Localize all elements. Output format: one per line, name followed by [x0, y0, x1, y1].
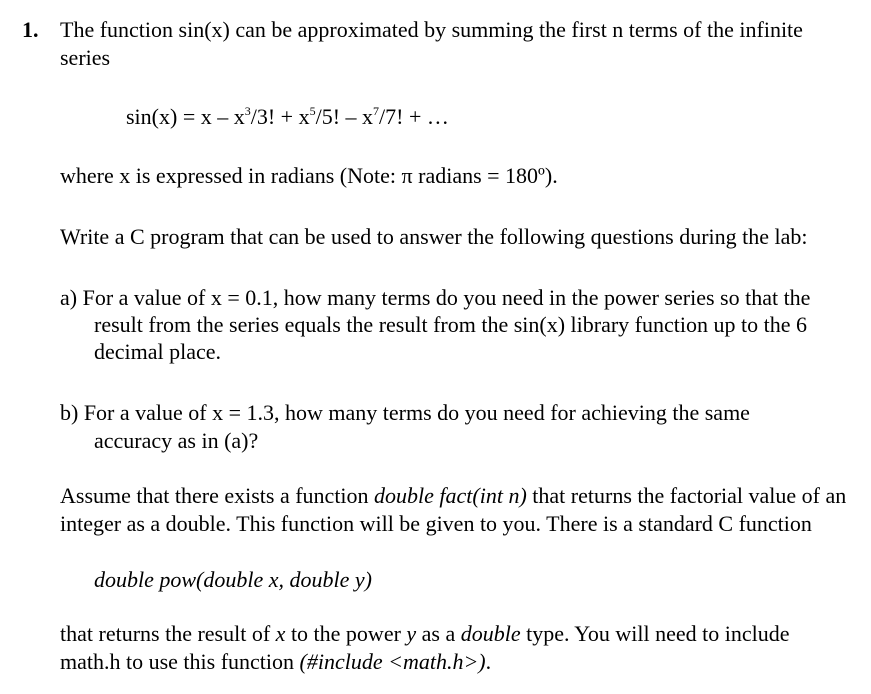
- final-var-x: x: [275, 621, 286, 646]
- pow-function-signature: double pow(double x, double y): [94, 567, 372, 592]
- final-text-e: type. You will need to include: [520, 621, 790, 646]
- final-type-double: double: [460, 621, 521, 646]
- final-line-2: [60, 649, 491, 675]
- final-line-1: [60, 621, 790, 647]
- part-a-line-2: result from the series equals the result from the sin(x) library function up to the 6: [94, 312, 807, 337]
- part-b-line-2: accuracy as in (a)?: [94, 428, 259, 453]
- part-a-line-1: a) For a value of x = 0.1, how many terms do you need in the power series so that the: [60, 285, 811, 310]
- part-b-line-1: b) For a value of x = 1.3, how many terms do you need for achieving the same: [60, 400, 750, 425]
- instruction-text: Write a C program that can be used to answer the following questions during the lab:: [60, 224, 808, 249]
- final-text-c: as a: [416, 621, 461, 646]
- question-number: 1.: [22, 17, 39, 42]
- fact-function-signature: double fact(int n): [374, 483, 527, 508]
- assume-text-post: that returns the factorial value of an: [526, 483, 847, 508]
- assume-text-pre: Assume that there exists a function: [60, 483, 375, 508]
- final-text-l2a: math.h to use this function: [60, 649, 300, 674]
- sine-series-formula: [126, 104, 449, 130]
- formula-part-3: /5! – x: [315, 104, 374, 129]
- assume-line-2: integer as a double. This function will be given to you. There is a standard C function: [60, 511, 812, 536]
- formula-exponent-3: 3: [244, 104, 251, 118]
- formula-part-1: sin(x) = x – x: [126, 104, 245, 129]
- final-text-end: .: [485, 649, 492, 674]
- assume-line-1: [60, 483, 846, 509]
- include-directive: (#include <math.h>): [299, 649, 486, 674]
- final-text-a: that returns the result of: [60, 621, 276, 646]
- formula-part-2: /3! + x: [250, 104, 310, 129]
- part-a-line-3: decimal place.: [94, 339, 222, 364]
- formula-exponent-5: 5: [309, 104, 316, 118]
- final-text-b: to the power: [285, 621, 407, 646]
- formula-part-4: /7! + …: [379, 104, 449, 129]
- question-intro-line-1: The function sin(x) can be approximated by summing the first n terms of the infinite: [60, 17, 803, 42]
- formula-exponent-7: 7: [373, 104, 380, 118]
- radians-note: where x is expressed in radians (Note: π radians = 180º).: [60, 163, 558, 188]
- final-var-y: y: [406, 621, 417, 646]
- question-intro-line-2: series: [60, 45, 111, 70]
